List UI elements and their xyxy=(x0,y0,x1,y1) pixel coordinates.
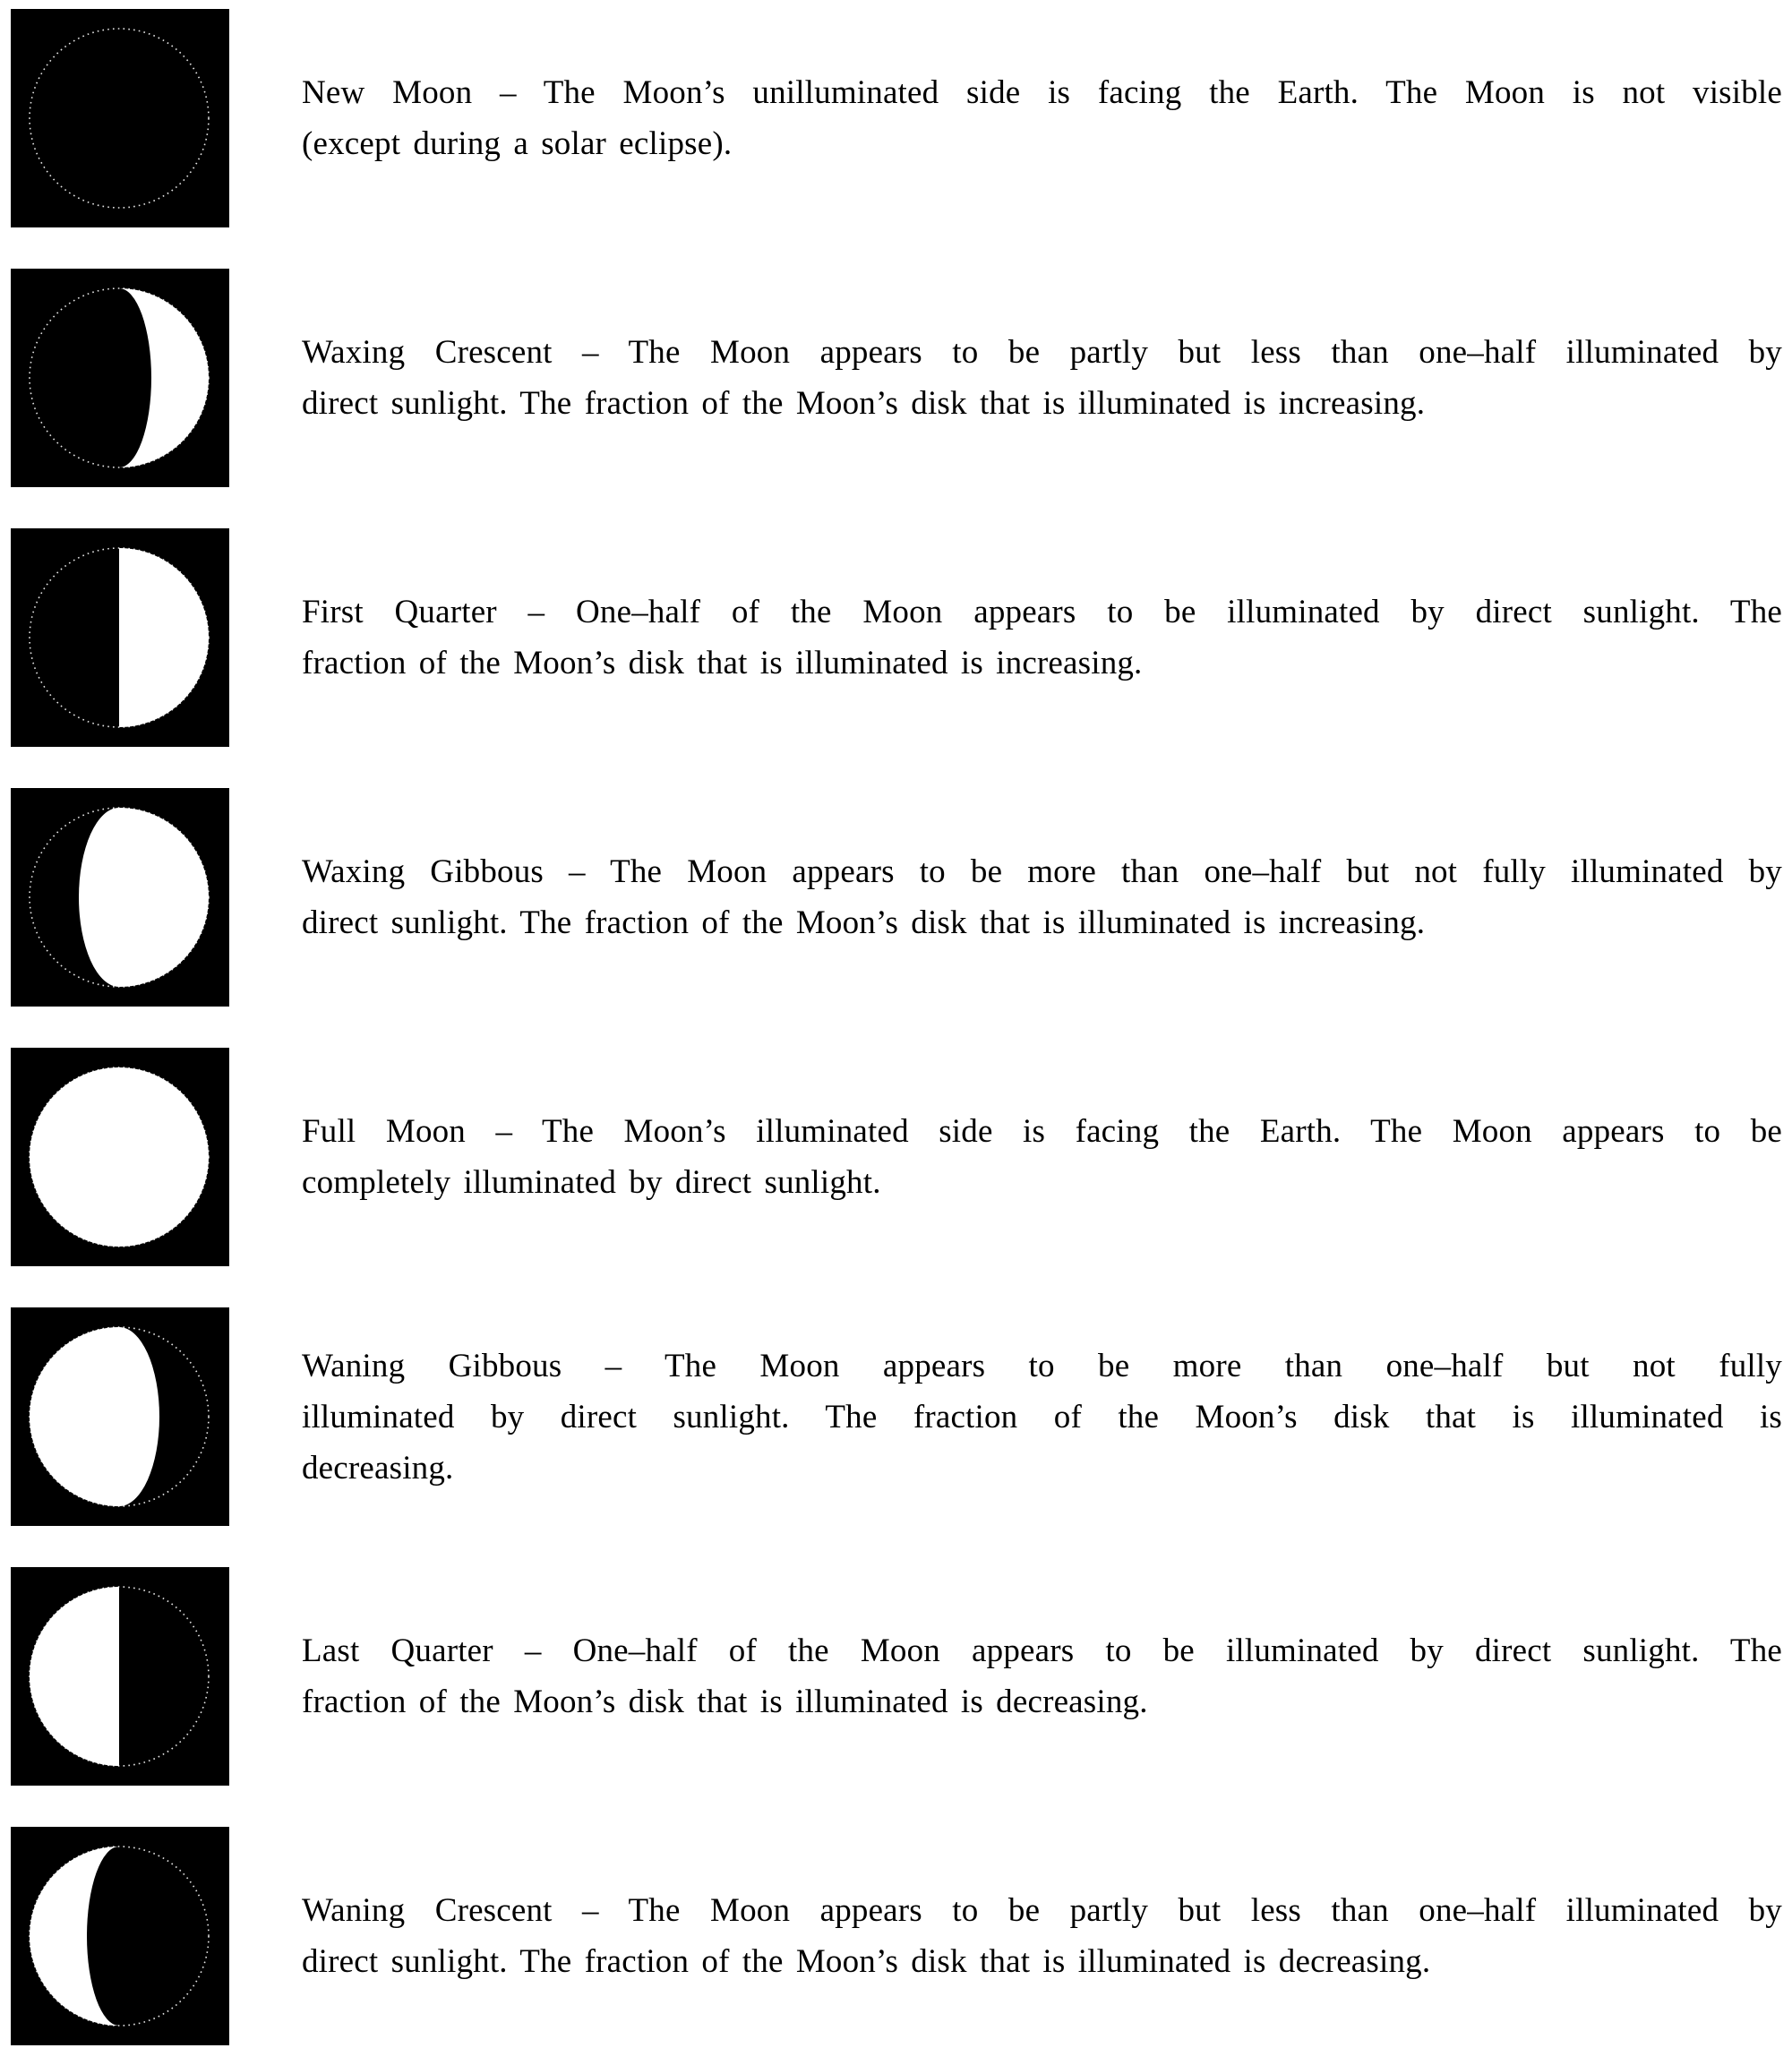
waxing-crescent-icon xyxy=(11,269,229,487)
moon-image-waxing-crescent xyxy=(11,269,229,487)
phase-description-full-moon xyxy=(302,1106,1782,1208)
last-quarter-icon xyxy=(11,1567,229,1786)
description-line: Last Quarter – One–half of the Moon appears to be illuminated by direct sunlight. The xyxy=(302,1632,1782,1669)
phase-row-last-quarter xyxy=(11,1567,1792,1786)
waning-gibbous-icon xyxy=(11,1307,229,1526)
phase-description-waxing-gibbous xyxy=(302,846,1782,948)
moon-image-full-moon xyxy=(11,1048,229,1266)
description-line: direct sunlight. The fraction of the Moon’s disk that is illuminated is increasing. xyxy=(302,904,1426,941)
moon-lit-region xyxy=(30,1067,209,1247)
description-line: First Quarter – One–half of the Moon appears to be illuminated by direct sunlight. The xyxy=(302,594,1782,630)
waxing-gibbous-icon xyxy=(11,788,229,1007)
moon-image-background xyxy=(11,9,229,227)
description-line: Waxing Gibbous – The Moon appears to be more than one–half but not fully illuminated by xyxy=(302,853,1782,890)
waning-crescent-icon xyxy=(11,1827,229,2045)
phase-row-waxing-gibbous xyxy=(11,788,1792,1007)
full-moon-icon xyxy=(11,1048,229,1266)
phase-description-first-quarter xyxy=(302,587,1782,689)
new-moon-icon xyxy=(11,9,229,227)
moon-image-waning-gibbous xyxy=(11,1307,229,1526)
description-line: (except during a solar eclipse). xyxy=(302,125,733,162)
description-line: Full Moon – The Moon’s illuminated side is facing the Earth. The Moon appears to be xyxy=(302,1113,1782,1150)
description-line: fraction of the Moon’s disk that is illuminated is increasing. xyxy=(302,645,1143,681)
moon-image-last-quarter xyxy=(11,1567,229,1786)
first-quarter-icon xyxy=(11,528,229,747)
phase-description-waning-gibbous xyxy=(302,1341,1782,1494)
phase-row-waning-crescent xyxy=(11,1827,1792,2045)
phase-description-waxing-crescent xyxy=(302,327,1782,429)
description-line: direct sunlight. The fraction of the Moon’s disk that is illuminated is increasing. xyxy=(302,385,1426,422)
description-line: New Moon – The Moon’s unilluminated side is facing the Earth. The Moon is not visible xyxy=(302,74,1782,111)
phase-row-waxing-crescent xyxy=(11,269,1792,487)
description-line: decreasing. xyxy=(302,1449,454,1487)
moon-image-first-quarter xyxy=(11,528,229,747)
description-line: Waxing Crescent – The Moon appears to be partly but less than one–half illuminated by xyxy=(302,334,1782,371)
phase-row-waning-gibbous xyxy=(11,1307,1792,1526)
description-line: direct sunlight. The fraction of the Moon’s disk that is illuminated is decreasing. xyxy=(302,1943,1431,1980)
moon-image-waning-crescent xyxy=(11,1827,229,2045)
moon-image-waxing-gibbous xyxy=(11,788,229,1007)
description-line: fraction of the Moon’s disk that is illuminated is decreasing. xyxy=(302,1684,1148,1720)
description-line: Waning Gibbous – The Moon appears to be more than one–half but not fully xyxy=(302,1347,1782,1384)
description-line: illuminated by direct sunlight. The fraction of the Moon’s disk that is illuminated is xyxy=(302,1398,1782,1435)
phase-description-new-moon xyxy=(302,67,1782,169)
description-line: completely illuminated by direct sunlight. xyxy=(302,1164,881,1201)
phase-row-full-moon xyxy=(11,1048,1792,1266)
phase-row-first-quarter xyxy=(11,528,1792,747)
phase-row-new-moon xyxy=(11,9,1792,227)
moon-image-new-moon xyxy=(11,9,229,227)
phase-description-last-quarter xyxy=(302,1625,1782,1727)
phase-description-waning-crescent xyxy=(302,1885,1782,1987)
description-line: Waning Crescent – The Moon appears to be partly but less than one–half illuminated by xyxy=(302,1892,1782,1929)
phase-rows-container xyxy=(11,9,1792,2045)
